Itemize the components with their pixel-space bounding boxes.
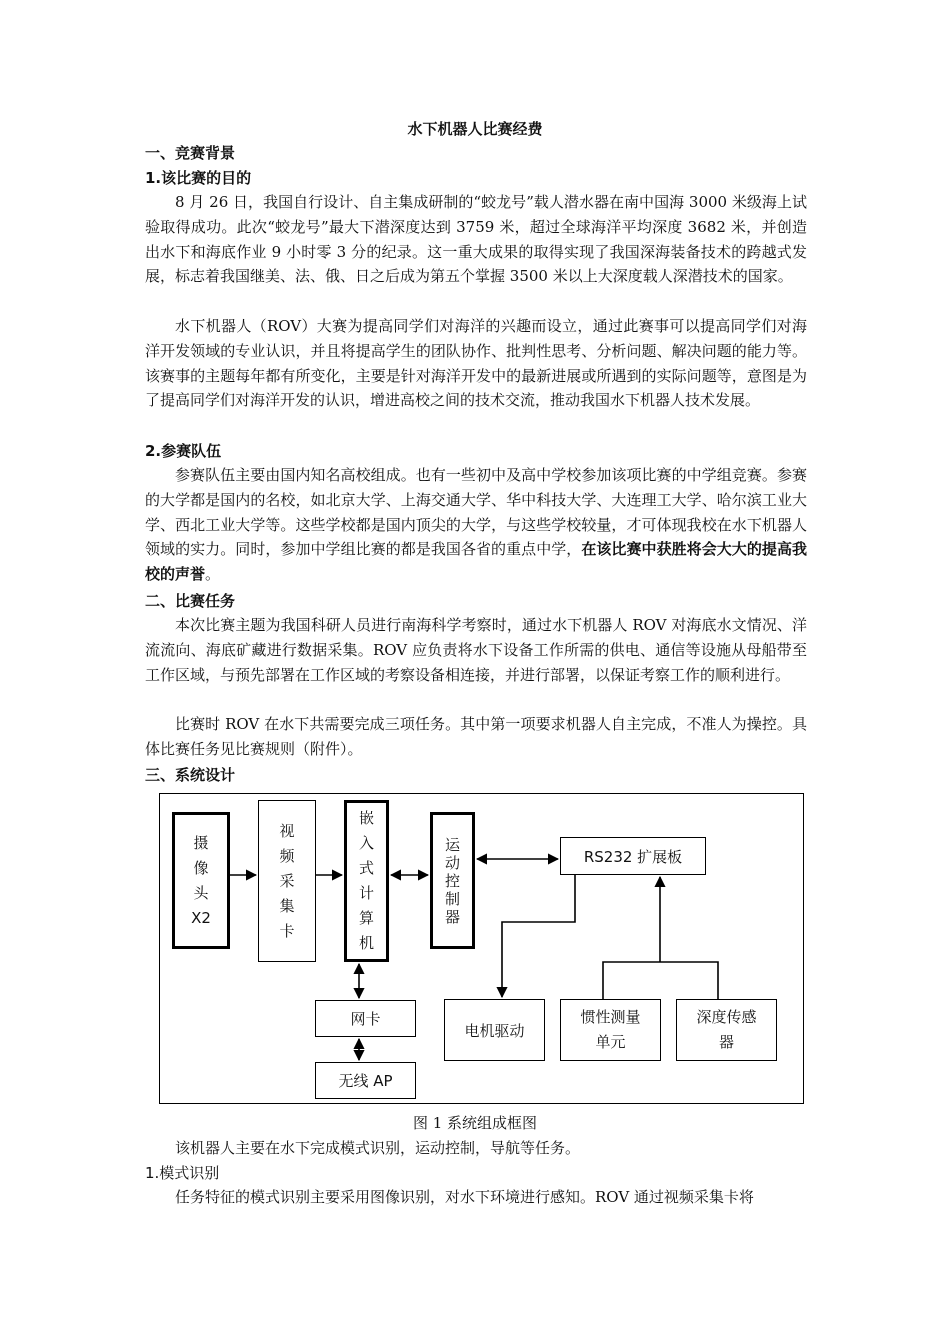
motion-controller-label: 运 动 控 制 器 xyxy=(444,835,460,926)
arrow-rs232-motor xyxy=(502,875,575,997)
subheading-teams: 2.参赛队伍 xyxy=(145,442,222,460)
depth-sensor-label: 深度传感 器 xyxy=(696,1008,757,1051)
figure-caption: 图 1 系统组成框图 xyxy=(412,1114,538,1132)
wireless-ap-label: 无线 AP xyxy=(338,1072,393,1090)
document-title: 水下机器人比赛经费 xyxy=(407,120,543,138)
connector-sensors xyxy=(603,962,718,999)
paragraph-three-tasks: 比赛时 ROV 在水下共需要完成三项任务。其中第一项要求机器人自主完成，不准人为操控。具体比赛任务见比赛规则（附件）。 xyxy=(145,715,807,758)
embedded-computer-label: 嵌 入 式 计 算 机 xyxy=(358,809,374,952)
paragraph-teams-end: 。 xyxy=(205,565,221,584)
paragraph-pattern-recognition: 任务特征的模式识别主要采用图像识别，对水下环境进行感知。ROV 通过视频采集卡将 xyxy=(175,1188,754,1206)
rs232-board-label: RS232 扩展板 xyxy=(583,847,683,866)
motor-driver-label: 电机驱动 xyxy=(464,1021,525,1040)
video-capture-card-label: 视 频 采 集 卡 xyxy=(279,821,295,940)
paragraph-jiaolong: 8 月 26 日，我国自行设计、自主集成研制的“蛟龙号”载人潜水器在南中国海 3000 米级海上试验取得成功。此次“蛟龙号”最大下潜深度达到 3759 米，超过全球海洋平均深度 3682 米，并创造出水下和海底作业 9 小时零 3 分的纪录。这一重大成果的取得实现了我国深海装备技术的跨越式发展，标志着我国继美、法、俄、日之后成为第五个掌握 3500 米以上大深度载人深潜技术的国家。 xyxy=(145,193,807,286)
paragraph-teams-text: 参赛队伍主要由国内知名高校组成。也有一些初中及高中学校参加该项比赛的中学组竞赛。参赛的大学都是国内的名校，如北京大学、上海交通大学、华中科技大学、大连理工大学、哈尔滨工业大学、西北工业大学等。这些学校都是国内顶尖的大学，与这些学校较量，才可体现我校在水下机器人领域的实力。同时，参加中学组比赛的都是我国各省的重点中学， xyxy=(145,466,807,559)
paragraph-teams-bold: 在该比赛中获胜将会大大的提高我校的声誉 xyxy=(145,540,807,584)
paragraph-rov-contest: 水下机器人（ROV）大赛为提高同学们对海洋的兴趣而设立，通过此赛事可以提高同学们对海洋开发领域的专业认识，并且将提高学生的团队协作、批判性思考、分析问题、解决问题的能力等。该赛事的主题每年都有所变化，主要是针对海洋开发中的最新进展或所遇到的实际问题等，意图是为了提高同学们对海洋开发的认识，增进高校之间的技术交流，推动我国水下机器人技术发展。 xyxy=(145,317,807,410)
subheading-purpose: 1.该比赛的目的 xyxy=(145,169,252,187)
section-heading-system-design: 三、系统设计 xyxy=(145,766,236,784)
nic-label: 网卡 xyxy=(350,1010,381,1028)
section-heading-background: 一、竞赛背景 xyxy=(145,144,236,162)
section-heading-tasks: 二、比赛任务 xyxy=(145,592,236,610)
paragraph-robot-tasks: 该机器人主要在水下完成模式识别，运动控制，导航等任务。 xyxy=(175,1139,581,1157)
imu-label: 惯性测量 单元 xyxy=(580,1008,641,1051)
camera-label: 摄 像 头 X2 xyxy=(191,833,211,927)
paragraph-tasks: 本次比赛主题为我国科研人员进行南海科学考察时，通过水下机器人 ROV 对海底水文情况、洋流流向、海底矿藏进行数据采集。ROV 应负责将水下设备工作所需的供电、通信等设施从母船带至工作区域，与预先部署在工作区域的考察设备相连接，并进行部署，以保证考察工作的顺利进行。 xyxy=(145,616,807,684)
subheading-pattern-recognition: 1.模式识别 xyxy=(145,1164,220,1182)
